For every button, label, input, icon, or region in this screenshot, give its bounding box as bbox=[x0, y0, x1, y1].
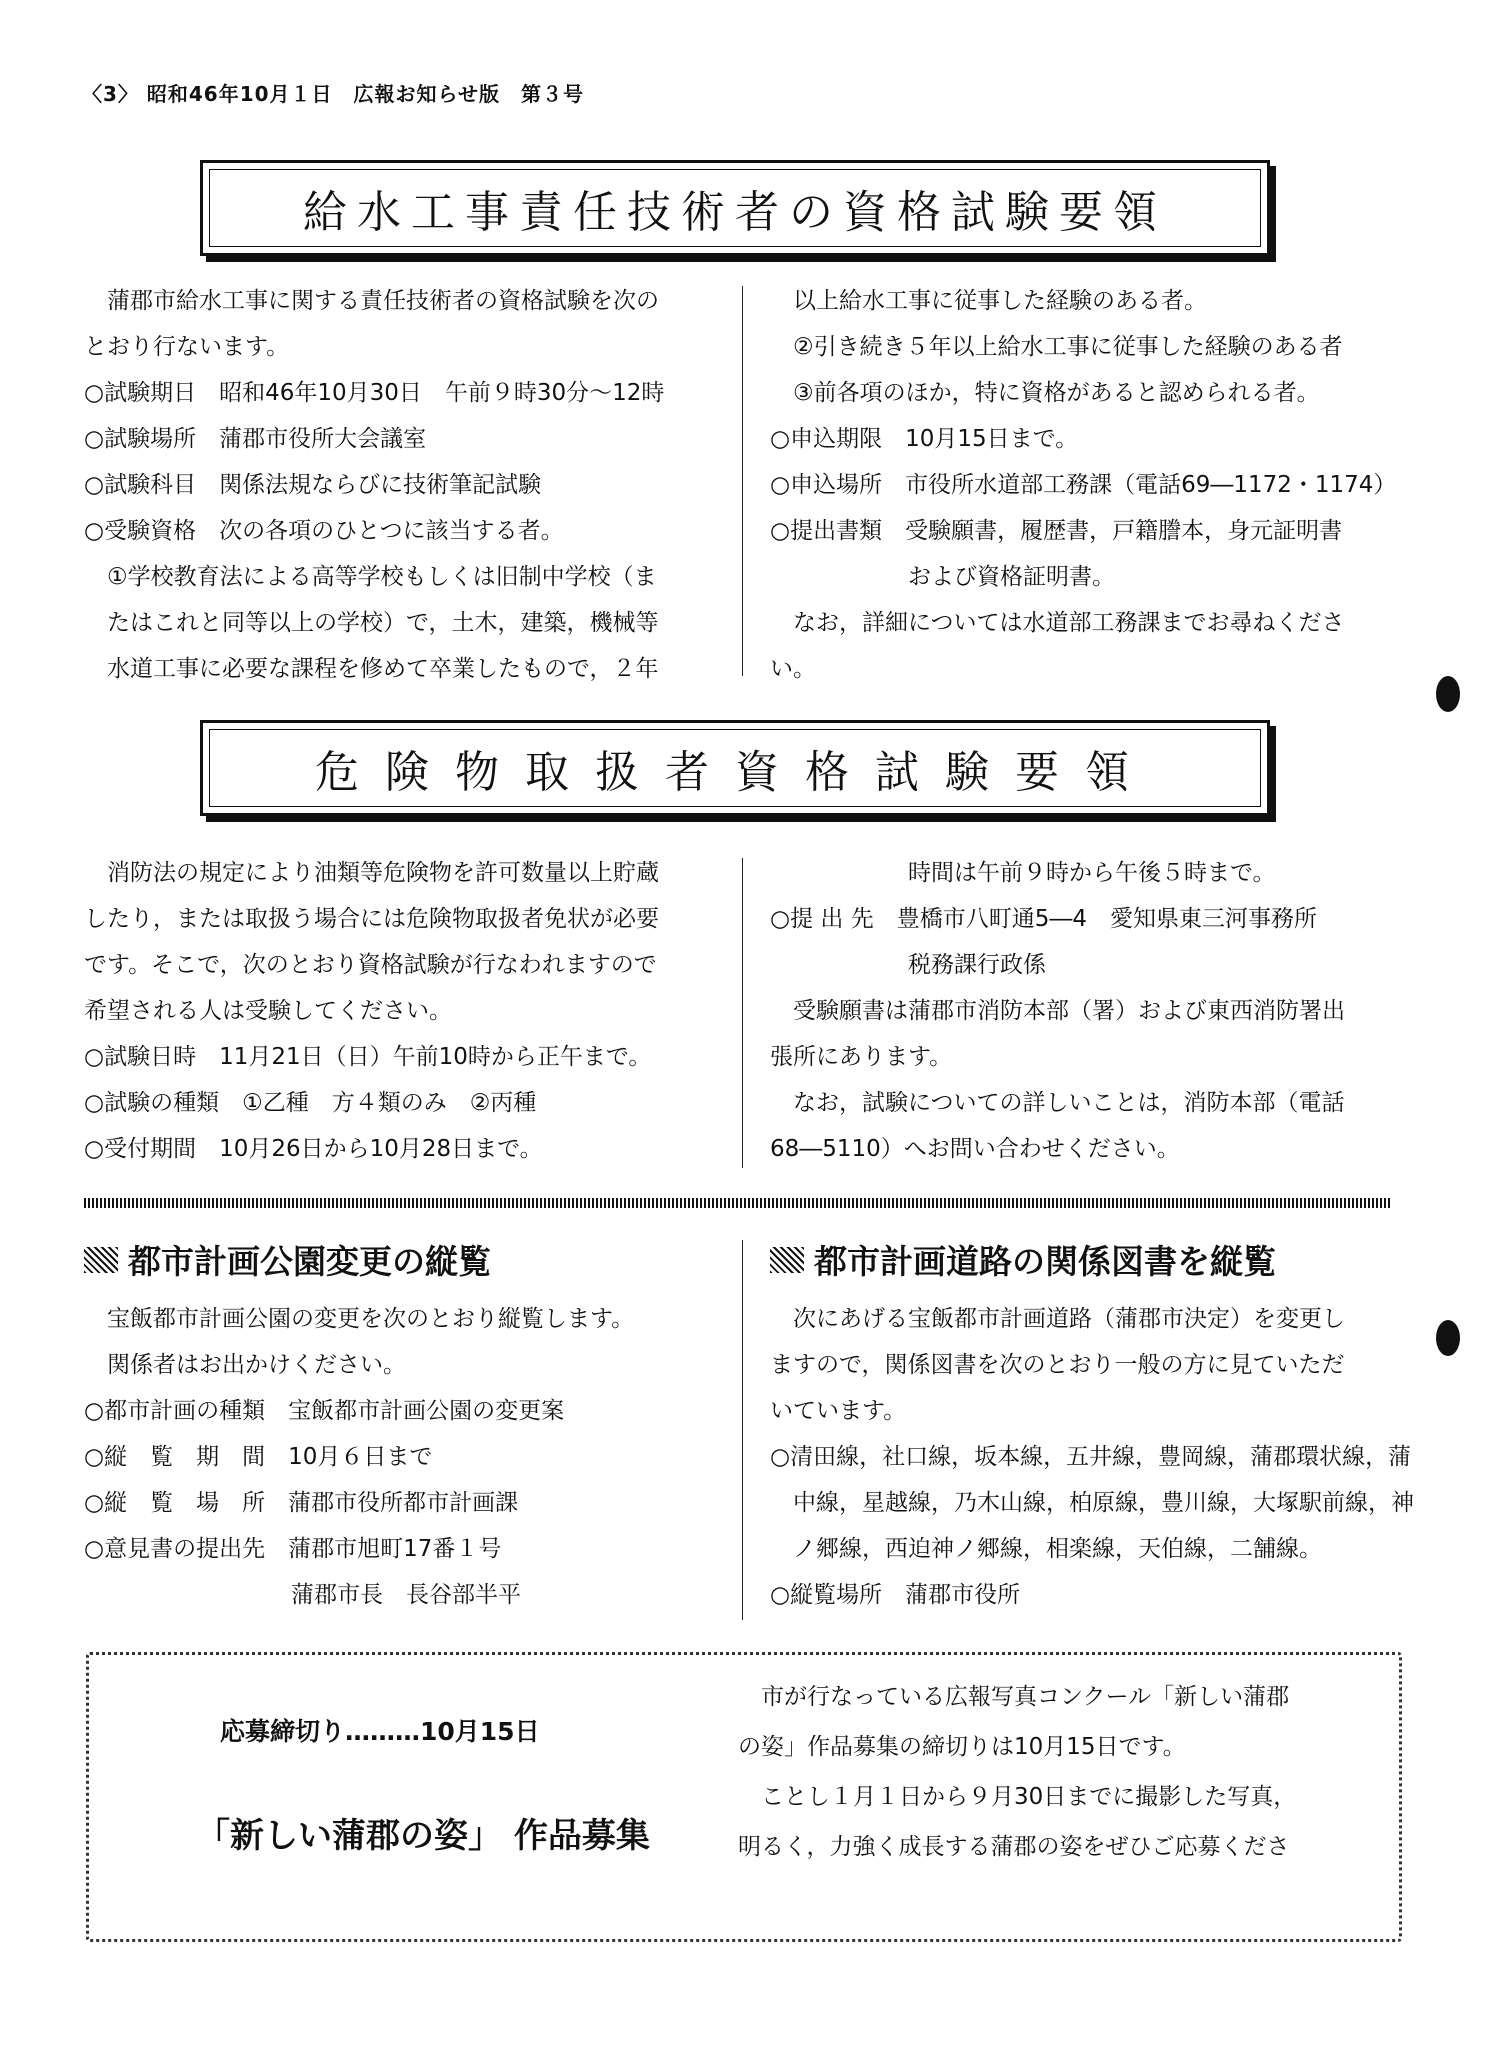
text-line: ①学校教育法による高等学校もしくは旧制中学校（ま bbox=[84, 564, 657, 590]
text-line: ○意見書の提出先 蒲郡市旭町17番１号 bbox=[84, 1536, 502, 1562]
section1-right-column bbox=[770, 278, 1396, 692]
text-line: 以上給水工事に従事した経験のある者。 bbox=[770, 288, 1207, 314]
section1-left-column bbox=[84, 278, 664, 692]
text-line: 次にあげる宝飯都市計画道路（蒲郡市決定）を変更し bbox=[770, 1306, 1345, 1332]
section1-title: 給水工事責任技術者の資格試験要領 bbox=[303, 187, 1167, 238]
text-line: ○都市計画の種類 宝飯都市計画公園の変更案 bbox=[84, 1398, 565, 1424]
text-line: ノ郷線，西迫神ノ郷線，相楽線，天伯線，二舗線。 bbox=[770, 1536, 1322, 1562]
section4-body bbox=[770, 1296, 1414, 1618]
deadline-text: 応募締切り………10月15日 bbox=[220, 1717, 540, 1746]
text-line: 明るく，力強く成長する蒲郡の姿をぜひご応募くださ bbox=[738, 1834, 1290, 1860]
page-header: 〈3〉 昭和46年10月１日 広報お知らせ版 第３号 bbox=[82, 82, 584, 106]
punch-hole-mark bbox=[1436, 1320, 1460, 1356]
text-line: 蒲郡市給水工事に関する責任技術者の資格試験を次の bbox=[84, 288, 659, 314]
column-divider bbox=[742, 858, 743, 1168]
text-line: とおり行ないます。 bbox=[84, 334, 290, 360]
text-line: 受験願書は蒲郡市消防本部（署）および東西消防署出 bbox=[770, 998, 1345, 1024]
text-line: 時間は午前９時から午後５時まで。 bbox=[770, 860, 1276, 886]
text-line: ○申込期限 10月15日まで。 bbox=[770, 426, 1079, 452]
text-line: 市が行なっている広報写真コンクール「新しい蒲郡 bbox=[738, 1684, 1290, 1710]
section4-title: 都市計画道路の関係図書を縦覧 bbox=[814, 1242, 1276, 1281]
text-line: ますので，関係図書を次のとおり一般の方に見ていただ bbox=[770, 1352, 1345, 1378]
text-line: 中線，星越線，乃木山線，柏原線，豊川線，大塚駅前線，神 bbox=[770, 1490, 1414, 1516]
section2-title: 危険物取扱者資格試験要領 bbox=[315, 747, 1155, 798]
text-line: 水道工事に必要な課程を修めて卒業したもので，２年 bbox=[84, 656, 659, 682]
text-line: ○試験場所 蒲郡市役所大会議室 bbox=[84, 426, 427, 452]
text-line: 蒲郡市長 長谷部半平 bbox=[84, 1582, 521, 1608]
text-line: ○縦 覧 期 間 10月６日まで bbox=[84, 1444, 433, 1470]
text-line: および資格証明書。 bbox=[770, 564, 1115, 590]
text-line: ○縦 覧 場 所 蒲郡市役所都市計画課 bbox=[84, 1490, 519, 1516]
column-divider bbox=[742, 286, 743, 676]
section2-title-box bbox=[200, 720, 1270, 816]
text-line: 希望される人は受験してください。 bbox=[84, 998, 452, 1024]
hatch-mark-icon bbox=[770, 1247, 804, 1273]
contest-body bbox=[738, 1672, 1296, 1872]
text-line: いています。 bbox=[770, 1398, 907, 1424]
section2-right-column bbox=[770, 850, 1345, 1172]
section2-left-column bbox=[84, 850, 659, 1172]
text-line: ○縦覧場所 蒲郡市役所 bbox=[770, 1582, 1021, 1608]
text-line: ○受付期間 10月26日から10月28日まで。 bbox=[84, 1136, 543, 1162]
text-line: ③前各項のほか，特に資格があると認められる者。 bbox=[770, 380, 1320, 406]
text-line: たはこれと同等以上の学校）で，土木，建築，機械等 bbox=[84, 610, 659, 636]
text-line: ○提出書類 受験願書，履歴書，戸籍謄本，身元証明書 bbox=[770, 518, 1343, 544]
text-line: です。そこで，次のとおり資格試験が行なわれますので bbox=[84, 952, 657, 978]
text-line: 68―5110）へお問い合わせください。 bbox=[770, 1136, 1180, 1162]
section3-heading bbox=[84, 1236, 491, 1283]
text-line: の姿」作品募集の締切りは10月15日です。 bbox=[738, 1734, 1186, 1760]
text-line: 消防法の規定により油類等危険物を許可数量以上貯蔵 bbox=[84, 860, 659, 886]
column-divider bbox=[742, 1240, 743, 1620]
text-line: ②引き続き５年以上給水工事に従事した経験のある者 bbox=[770, 334, 1343, 360]
text-line: 張所にあります。 bbox=[770, 1044, 953, 1070]
section4-heading bbox=[770, 1236, 1276, 1283]
text-line: ことし１月１日から９月30日までに撮影した写真， bbox=[738, 1784, 1297, 1810]
section3-body bbox=[84, 1296, 634, 1618]
section-separator bbox=[84, 1198, 1392, 1208]
text-line: ○試験科目 関係法規ならびに技術筆記試験 bbox=[84, 472, 542, 498]
text-line: ○提 出 先 豊橋市八町通5―4 愛知県東三河事務所 bbox=[770, 906, 1317, 932]
text-line: なお，試験についての詳しいことは，消防本部（電話 bbox=[770, 1090, 1345, 1116]
hatch-mark-icon bbox=[84, 1247, 118, 1273]
section1-title-box bbox=[200, 160, 1270, 256]
text-line: ○試験の種類 ①乙種 方４類のみ ②丙種 bbox=[84, 1090, 537, 1116]
text-line: 宝飯都市計画公園の変更を次のとおり縦覧します。 bbox=[84, 1306, 635, 1332]
text-line: ○申込場所 市役所水道部工務課（電話69―1172・1174） bbox=[770, 472, 1397, 498]
punch-hole-mark bbox=[1436, 676, 1460, 712]
text-line: ○試験期日 昭和46年10月30日 午前９時30分〜12時 bbox=[84, 380, 665, 406]
text-line: 関係者はお出かけください。 bbox=[84, 1352, 406, 1378]
text-line: い。 bbox=[770, 656, 816, 682]
section3-title: 都市計画公園変更の縦覧 bbox=[128, 1242, 491, 1281]
text-line: ○清田線，社口線，坂本線，五井線，豊岡線，蒲郡環状線，蒲 bbox=[770, 1444, 1412, 1470]
text-line: ○受験資格 次の各項のひとつに該当する者。 bbox=[84, 518, 564, 544]
text-line: 税務課行政係 bbox=[770, 952, 1046, 978]
text-line: ○試験日時 11月21日（日）午前10時から正午まで。 bbox=[84, 1044, 652, 1070]
contest-title: 「新しい蒲郡の姿」 作品募集 bbox=[196, 1816, 650, 1856]
text-line: なお，詳細については水道部工務課までお尋ねくださ bbox=[770, 610, 1345, 636]
text-line: したり，または取扱う場合には危険物取扱者免状が必要 bbox=[84, 906, 659, 932]
